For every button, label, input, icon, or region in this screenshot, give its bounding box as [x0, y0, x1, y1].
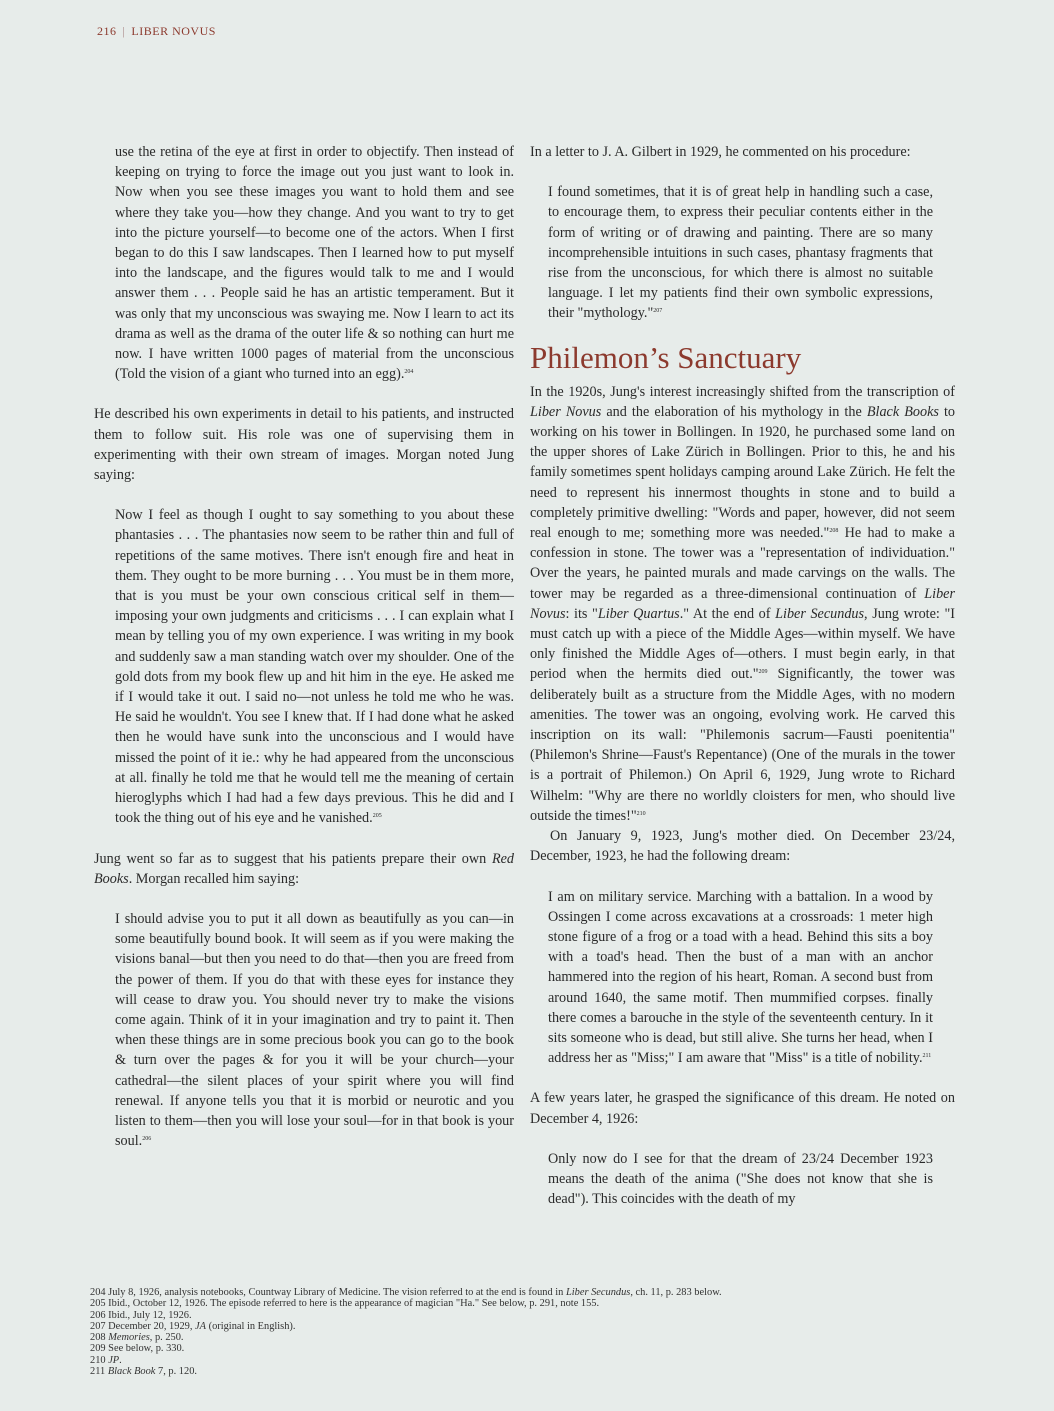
body-paragraph: Jung went so far as to suggest that his patients prepare their own Red Books. Morgan recalled him saying:	[94, 850, 514, 887]
block-quote: Now I feel as though I ought to say something to you about these phantasies . . . The phantasies now seem to be rather thin and full of repetitions of the same motives. There isn't enough fire and heat in them. They ought to be more burning . . . You must be in them more, that is you must be your own conscious critical self in them—imposing your own judgments and criticisms . . . I can explain what I mean by telling you of my own experience. I was writing in my book and suddenly saw a man standing watch over my shoulder. One of the gold dots from my book flew up and hit him in the eye. He asked me if I would take it out. I said no—not unless he told me who he was. He said he wouldn't. You see I knew that. If I had done what he asked then he would have sunk into the unconscious and I would have missed the point of it ie.: why he had appeared from the unconscious at all. finally he told me that he would tell me the meaning of certain hieroglyphs which I had had a few days previous. This he did and I took the thing out of his eye and he vanished.$^{205}$	[115, 507, 514, 827]
block-quote: I found sometimes, that it is of great help in handling such a case, to encourage them, to express their peculiar contents either in the form of writing or of drawing and painting. There are so many incomprehensible intuitions in such cases, phantasy fragments that rise from the unconscious, for which there is almost no suitable language. I let my patients find their own symbolic expressions, their "mythology."$^{207}$	[548, 184, 933, 322]
block-quote: use the retina of the eye at first in order to objectify. Then instead of keeping on trying to force the image out you just want to look in. Now when you see these images you want to hold them and see where they take you—how they change. And you want to try to get into the picture yourself—to become one of the actors. When I first began to do this I saw landscapes. Then I learned how to put myself into the landscape, and the figures would talk to me and I would answer them . . . People said he has an artistic temperament. But it was only that my unconscious was swaying me. Now I learn to act its drama as well as the drama of the outer life & so nothing can hurt me now. I have written 1000 pages of material from the unconscious (Told the vision of a giant who turned into an egg).$^{204}$	[115, 144, 514, 383]
block-quote: I should advise you to put it all down as beautifully as you can—in some beautifully bound book. It will seem as if you were making the visions banal—but then you need to do that—then you are freed from the power of them. If you do that with these eyes for instance they will cease to draw you. You should never try to make the visions come again. Think of it in your imagination and try to paint it. Then when these things are in some precious book you can go to the book & turn over the pages & for you it will be your church—your cathedral—the silent places of your spirit where you will find renewal. If anyone tells you that it is morbid or neurotic and you listen to them—then you will lose your soul—for in that book is your soul.$^{206}$	[115, 910, 514, 1150]
body-paragraph: In a letter to J. A. Gilbert in 1929, he commented on his procedure:	[530, 144, 911, 160]
footnote: 206 Ibid., July 12, 1926.	[90, 1309, 192, 1321]
running-header	[97, 24, 216, 39]
footnote-ref: 204	[404, 369, 414, 376]
footnote-ref: 211	[922, 1053, 932, 1060]
page-number: 216	[97, 24, 117, 38]
footnote-ref: 209	[758, 669, 768, 676]
footnote-ref: 207	[653, 308, 663, 315]
footnote-ref: 205	[372, 813, 382, 820]
footnote-ref: 206	[142, 1136, 152, 1143]
footnote: 211 Black Book 7, p. 120.	[90, 1366, 197, 1378]
footnotes	[90, 1287, 890, 1377]
body-paragraph: A few years later, he grasped the significance of this dream. He noted on December 4, 1926:	[530, 1090, 955, 1127]
footnote: 207 December 20, 1929, JA (original in English).	[90, 1320, 296, 1332]
body-paragraph: In the 1920s, Jung's interest increasingly shifted from the transcription of Liber Novus and the elaboration of his mythology in the Black Books to working on his tower in Bollingen. In 1920, he purchased some land on the upper shores of Lake Zürich in Bollingen. Prior to this, he and his family sometimes spent holidays camping around Lake Zürich. He felt the need to represent his innermost thoughts in stone and to build a completely primitive dwelling: "Words and paper, however, did not seem real enough to me; something more was needed."$^{208}$ He had to make a confession in stone. The tower was a "representation of individuation." Over the years, he painted murals and made carvings on the walls. The tower may be regarded as a three-dimensional continuation of Liber Novus: its "Liber Quartus." At the end of Liber Secundus, Jung wrote: "I must catch up with a piece of the Middle Ages—within myself. We have only finished the Middle Ages of—others. I must begin early, in that period when the hermits died out."$^{209}$ Significantly, the tower was deliberately built as a structure from the Middle Ages, with no modern amenities. The tower was an ongoing, evolving work. He carved this inscription on its wall: "Philemonis sacrum—Fausti poenitentia" (Philemon's Shrine—Faust's Repentance) (One of the murals in the tower is a portrait of Philemon.) On April 6, 1929, Jung wrote to Richard Wilhelm: "Why are there no worldly cloisters for men, who should live outside the times!"$^{210}$	[530, 383, 956, 824]
footnote: 205 Ibid., October 12, 1926. The episode referred to here is the appearance of magician "Ha." See below, p. 291, note 155.	[90, 1298, 600, 1310]
block-quote: Only now do I see for that the dream of 23/24 December 1923 means the death of the anima ("She does not know that she is dead"). This coincides with the death of my	[548, 1150, 933, 1208]
footnote: 208 Memories, p. 250.	[90, 1332, 184, 1344]
left-column	[94, 142, 514, 1151]
body-paragraph: He described his own experiments in detail to his patients, and instructed them to follow suit. His role was one of supervising them in experimenting with their own stream of images. Morgan noted Jung saying:	[94, 406, 514, 484]
footnote-ref: 208	[829, 528, 839, 535]
body-paragraph: On January 9, 1923, Jung's mother died. On December 23/24, December, 1923, he had the following dream:	[530, 828, 955, 865]
header-separator: |	[122, 24, 126, 38]
running-title: LIBER NOVUS	[131, 24, 216, 38]
right-column	[530, 142, 955, 1209]
footnote-ref: 210	[636, 810, 646, 817]
section-heading: Philemon’s Sanctuary	[530, 339, 802, 375]
block-quote: I am on military service. Marching with a battalion. In a wood by Ossingen I come across excavations at a crossroads: 1 meter high stone figure of a frog or a toad with a head. Behind this sits a boy with a toad's head. Then the bust of a man with an anchor hammered into the region of his heart, Roman. A second bust from around 1640, the same motif. Then mummified corpses. finally there comes a barouche in the style of the seventeenth century. In it sits someone who is dead, but still alive. She turns her head, when I address her as "Miss;" I am aware that "Miss" is a title of nobility.$^{211}$	[548, 888, 933, 1067]
footnote: 204 July 8, 1926, analysis notebooks, Countway Library of Medicine. The vision referred to at the end is found in Liber Secundus, ch. 11, p. 283 below.	[90, 1287, 722, 1298]
footnote: 210 JP.	[90, 1354, 122, 1366]
footnote: 209 See below, p. 330.	[90, 1343, 185, 1355]
